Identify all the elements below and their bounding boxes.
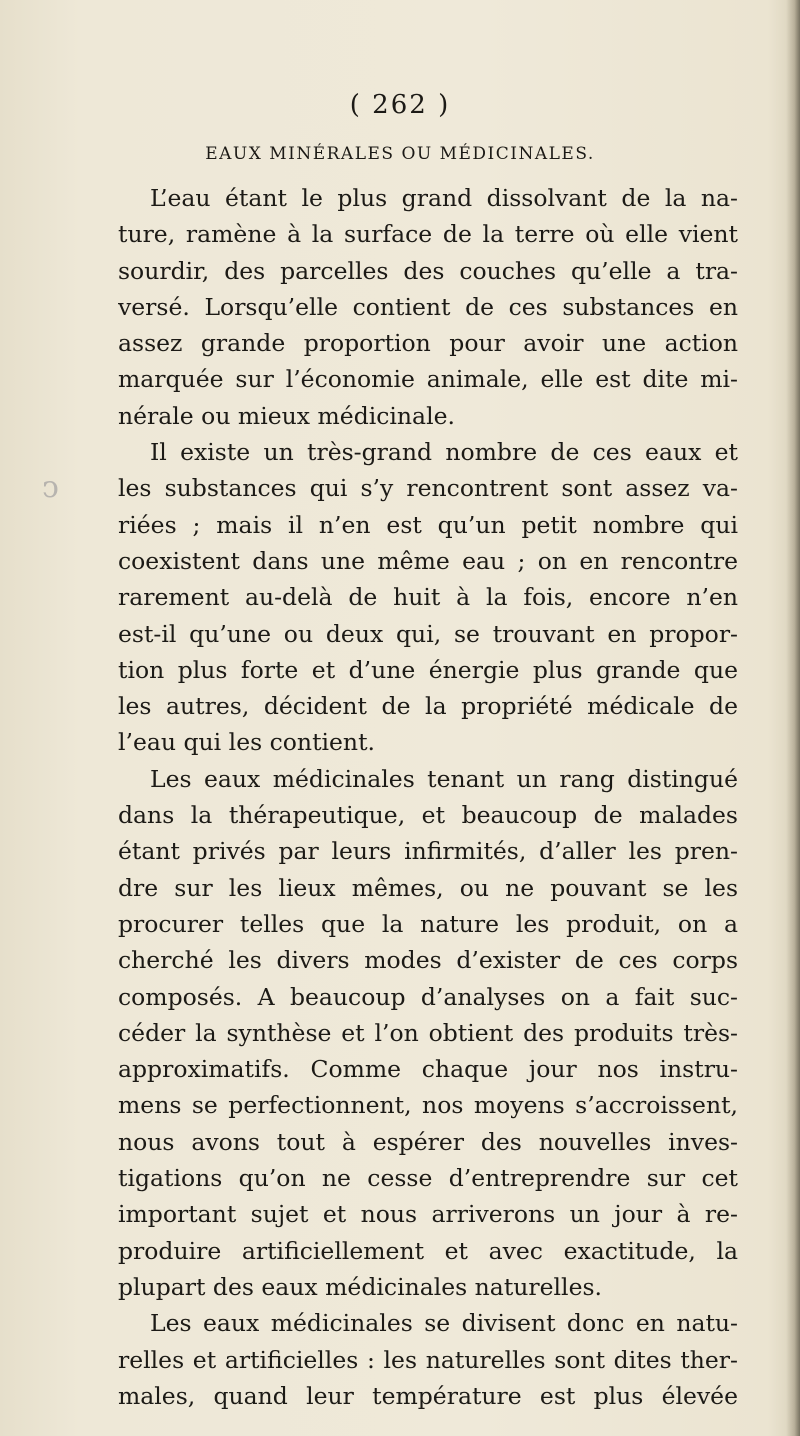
text-line: versé. Lorsqu’elle contient de ces substances en — [118, 292, 738, 321]
text-line: nous avons tout à espérer des nouvelles inves- — [118, 1127, 738, 1156]
text-line: Les eaux médicinales tenant un rang distingué — [150, 764, 738, 793]
body-text — [118, 180, 738, 1414]
text-line: Les eaux médicinales se divisent donc en natu- — [150, 1309, 738, 1338]
text-line: produire artificiellement et avec exactitude, la — [118, 1236, 738, 1265]
text-line: plupart des eaux médicinales naturelles. — [118, 1272, 603, 1301]
text-line: dre sur les lieux mêmes, ou ne pouvant se les — [118, 873, 738, 902]
text-line: rarement au-delà de huit à la fois, encore n’en — [118, 583, 738, 612]
text-line: les autres, décident de la propriété médicale de — [118, 692, 738, 721]
text-line: riées ; mais il n’en est qu’un petit nombre qui — [118, 510, 738, 539]
page-number: ( 262 ) — [349, 90, 451, 120]
text-line: mens se perfectionnent, nos moyens s’accroissent, — [118, 1091, 738, 1120]
text-line: tion plus forte et d’une énergie plus grande que — [118, 655, 738, 684]
text-line: approximatifs. Comme chaque jour nos instru- — [118, 1055, 738, 1084]
text-line: assez grande proportion pour avoir une action — [118, 329, 738, 358]
text-line: ture, ramène à la surface de la terre où elle vient — [118, 220, 738, 249]
text-line: cherché les divers modes d’exister de ces corps — [118, 946, 738, 975]
text-line: L’eau étant le plus grand dissolvant de la na- — [150, 184, 738, 212]
text-line: important sujet et nous arriverons un jour à re- — [118, 1200, 738, 1229]
text-line: l’eau qui les contient. — [118, 728, 375, 757]
text-line: males, quand leur température est plus élevée — [118, 1381, 738, 1410]
text-line: Il existe un très-grand nombre de ces eaux et — [150, 438, 738, 467]
text-line: marquée sur l’économie animale, elle est dite mi- — [118, 365, 738, 394]
text-line: coexistent dans une même eau ; on en rencontre — [118, 546, 738, 575]
text-line: tigations qu’on ne cesse d’entreprendre sur cet — [118, 1164, 738, 1193]
text-line: est-il qu’une ou deux qui, se trouvant en propor- — [118, 619, 738, 648]
text-line: relles et artificielles : les naturelles sont dites ther- — [118, 1345, 738, 1374]
text-line: sourdir, des parcelles des couches qu’elle a tra- — [118, 256, 738, 285]
page-edge-shadow — [786, 0, 800, 1436]
margin-stain-mark: ↄ — [42, 470, 59, 505]
text-line: dans la thérapeutique, et beaucoup de malades — [118, 801, 738, 830]
text-line: procurer telles que la nature les produit, on a — [118, 909, 738, 938]
text-line: les substances qui s’y rencontrent sont assez va- — [118, 474, 738, 503]
text-line: composés. A beaucoup d’analyses on a fait suc- — [118, 982, 738, 1011]
running-head: EAUX MINÉRALES OU MÉDICINALES. — [205, 144, 595, 164]
text-line: céder la synthèse et l’on obtient des produits très- — [118, 1018, 738, 1047]
text-line: nérale ou mieux médicinale. — [118, 401, 455, 430]
text-line: étant privés par leurs infirmités, d’aller les pren- — [118, 837, 738, 866]
